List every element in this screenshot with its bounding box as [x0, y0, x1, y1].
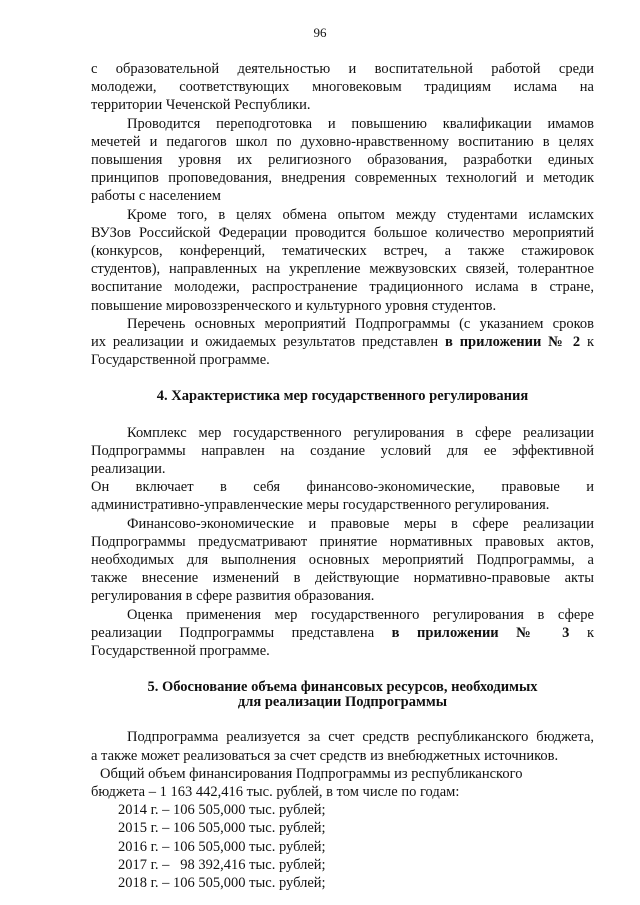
text-line: Подпрограммы направлен на создание условий для ее эффективной — [91, 442, 594, 459]
text-line: регулирования в сфере развития образования. — [91, 588, 375, 605]
text-span: их реализации и ожидаемых результатов представлен — [91, 334, 439, 351]
text-line: также внесение изменений в действующие нормативно-правовые акты — [91, 570, 594, 587]
text-line: воспитание молодежи, распространение традиционного ислама в стране, — [91, 279, 594, 296]
text-span: реализации Подпрограммы представлена — [91, 624, 375, 641]
text-line: студентов), направленных на укрепление межвузовских связей, толерантное — [91, 261, 594, 278]
paragraph-1 — [91, 60, 594, 115]
text-line: Государственной программе. — [91, 352, 270, 369]
text-line: а также может реализоваться за счет средств из внебюджетных источников. — [91, 747, 559, 764]
appendix-reference: в приложении № 2 — [445, 334, 581, 351]
page-number: 96 — [313, 25, 327, 40]
list-item: 2014 г. – 106 505,000 тыс. рублей; — [118, 802, 326, 819]
text-line: работы с населением — [91, 188, 221, 205]
paragraph-4 — [91, 315, 594, 370]
text-line: Оценка применения мер государственного регулирования в сфере — [127, 606, 594, 623]
section-4-paragraph-2 — [91, 478, 594, 514]
section-4-paragraph-1 — [91, 424, 594, 479]
text-line: (конкурсов, конференций, тематических встреч, а также стажировок — [91, 243, 594, 260]
list-item: 2017 г. – 98 392,416 тыс. рублей; — [118, 856, 326, 873]
appendix-reference: в приложении № 3 — [391, 624, 570, 641]
heading-line: 5. Обоснование объема финансовых ресурсов, необходимых — [147, 679, 538, 696]
list-item: 2015 г. – 106 505,000 тыс. рублей; — [118, 820, 326, 837]
text-line: повышение мировоззренческого и культурного уровня студентов. — [91, 297, 497, 314]
text-span: к — [586, 334, 594, 351]
paragraph-2 — [91, 115, 594, 206]
heading-line: для реализации Подпрограммы — [237, 694, 448, 711]
text-line: Он включает в себя финансово-экономические, правовые и — [91, 479, 594, 496]
document-body — [91, 60, 594, 892]
text-line — [91, 624, 594, 642]
funding-by-year-list — [91, 801, 594, 892]
text-line: ВУЗов Российской Федерации проводится большое количество мероприятий — [91, 224, 594, 241]
text-line: мечетей и педагогов школ по духовно-нравственному воспитанию в целях — [91, 133, 594, 150]
text-line: Кроме того, в целях обмена опытом между студентами исламских — [127, 206, 594, 223]
section-5-heading — [91, 680, 594, 710]
text-span: к — [586, 624, 595, 641]
section-5-paragraph-2 — [91, 765, 594, 801]
list-item: 2016 г. – 106 505,000 тыс. рублей; — [118, 838, 326, 855]
text-line: повышения уровня их религиозного образования, разработки единых — [91, 152, 594, 169]
text-line: Государственной программе. — [91, 643, 270, 660]
text-line: Подпрограммы предусматривают принятие нормативных правовых актов, — [91, 533, 594, 550]
text-line: административно-управленческие меры государственного регулирования. — [91, 497, 550, 514]
text-line: бюджета – 1 163 442,416 тыс. рублей, в том числе по годам: — [91, 783, 460, 800]
section-5-paragraph-1 — [91, 728, 594, 764]
text-line: необходимых для выполнения основных мероприятий Подпрограммы, а — [91, 552, 594, 569]
text-line: с образовательной деятельностью и воспитательной работой среди — [91, 61, 594, 77]
text-line: территории Чеченской Республики. — [91, 97, 311, 114]
text-line: Перечень основных мероприятий Подпрограммы (с указанием сроков — [127, 315, 594, 332]
section-4-heading: 4. Характеристика мер государственного регулирования — [156, 388, 529, 405]
text-line: Финансово-экономические и правовые меры в сфере реализации — [127, 515, 594, 532]
list-item: 2018 г. – 106 505,000 тыс. рублей; — [118, 874, 326, 891]
text-line: Подпрограмма реализуется за счет средств республиканского бюджета, — [127, 729, 594, 746]
text-line: Общий объем финансирования Подпрограммы из республиканского — [100, 765, 523, 782]
text-line: Проводится переподготовка и повышению квалификации имамов — [127, 115, 594, 132]
text-line: молодежи, соответствующих многовековым традициям ислама на — [91, 79, 594, 96]
section-4-paragraph-4 — [91, 606, 594, 661]
text-line — [91, 333, 594, 351]
paragraph-3 — [91, 206, 594, 315]
text-line: Комплекс мер государственного регулирования в сфере реализации — [127, 424, 594, 441]
text-line: принципов проповедования, внедрения современных технологий и методик — [91, 170, 594, 187]
section-4-paragraph-3 — [91, 515, 594, 606]
text-line: реализации. — [91, 461, 166, 478]
